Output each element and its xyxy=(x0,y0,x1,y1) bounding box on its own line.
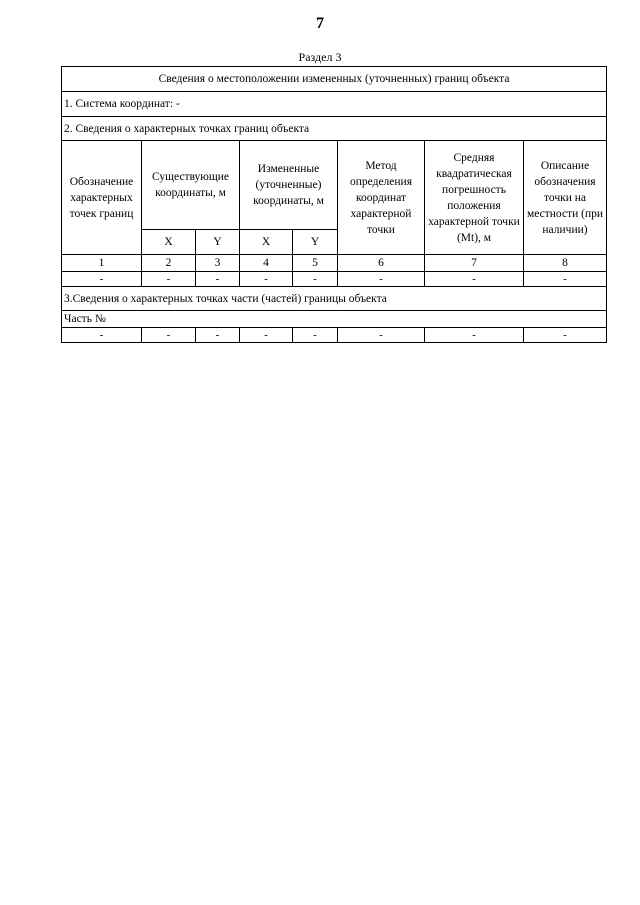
cell-value: - xyxy=(338,328,425,343)
cell-value: - xyxy=(524,272,607,287)
points-subtitle: 2. Сведения о характерных точках границ объекта xyxy=(62,117,607,141)
header-method: Метод определения координат характерной точки xyxy=(338,141,425,255)
column-number: 3 xyxy=(196,255,240,272)
header-existing-coords: Существующие координаты, м xyxy=(142,141,240,230)
part-label: Часть № xyxy=(62,311,607,328)
column-number: 7 xyxy=(425,255,524,272)
table-row xyxy=(62,328,607,343)
cell-value: - xyxy=(62,272,142,287)
header-y-existing: Y xyxy=(196,230,240,255)
boundaries-table xyxy=(61,66,607,343)
column-number: 2 xyxy=(142,255,196,272)
header-x-changed: X xyxy=(240,230,293,255)
header-changed-coords: Измененные (уточненные) координаты, м xyxy=(240,141,338,230)
cell-value: - xyxy=(142,272,196,287)
cell-value: - xyxy=(240,328,293,343)
page-number: 7 xyxy=(316,15,324,32)
header-error: Средняя квадратическая погрешность положения характерной точки (Mt), м xyxy=(425,141,524,255)
part-section-title: 3.Сведения о характерных точках части (частей) границы объекта xyxy=(62,287,607,311)
cell-value: - xyxy=(425,272,524,287)
cell-value: - xyxy=(338,272,425,287)
column-number: 4 xyxy=(240,255,293,272)
header-point-designation: Обозначение характерных точек границ xyxy=(62,141,142,255)
header-y-changed: Y xyxy=(293,230,338,255)
cell-value: - xyxy=(196,328,240,343)
coord-system-row: 1. Система координат: - xyxy=(62,92,607,117)
column-number: 1 xyxy=(62,255,142,272)
table-title: Сведения о местоположении измененных (уточненных) границ объекта xyxy=(62,67,607,92)
cell-value: - xyxy=(240,272,293,287)
cell-value: - xyxy=(62,328,142,343)
cell-value: - xyxy=(524,328,607,343)
header-description: Описание обозначения точки на местности (при наличии) xyxy=(524,141,607,255)
column-number: 6 xyxy=(338,255,425,272)
cell-value: - xyxy=(293,328,338,343)
cell-value: - xyxy=(196,272,240,287)
column-number: 8 xyxy=(524,255,607,272)
section-title: Раздел 3 xyxy=(298,50,342,64)
cell-value: - xyxy=(293,272,338,287)
column-number: 5 xyxy=(293,255,338,272)
cell-value: - xyxy=(142,328,196,343)
table-row xyxy=(62,272,607,287)
header-x-existing: X xyxy=(142,230,196,255)
cell-value: - xyxy=(425,328,524,343)
